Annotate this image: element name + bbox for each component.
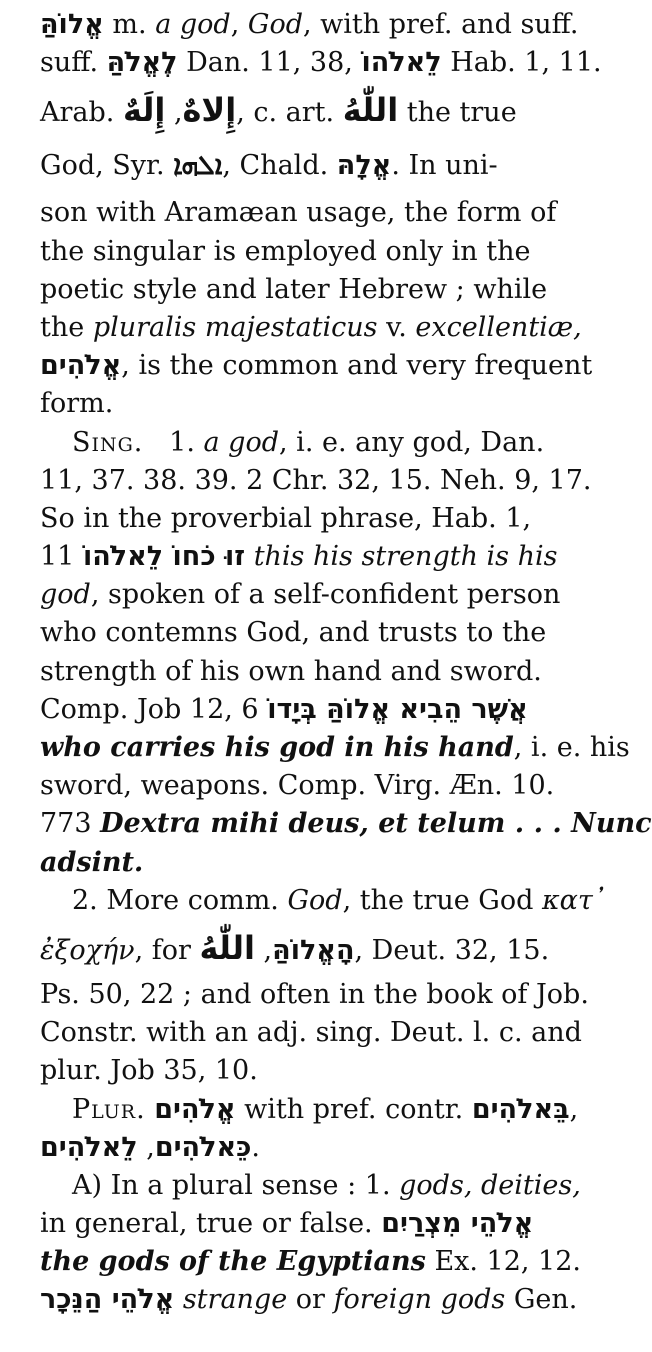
entry-line-3: Arab. إِلاهٌ, إِلَهٌ , c. art. اللّٰهُ the true <box>40 91 517 130</box>
pref-suff: with pref. and suff. <box>320 9 579 40</box>
text-line: poetic style and later Hebrew ; while <box>40 273 548 305</box>
text-line: son with Aramæan usage, the form of <box>40 197 557 229</box>
plur-label: Plur. <box>72 1093 146 1125</box>
text-line: plur. Job 35, 10. <box>40 1055 258 1087</box>
text-line: the pluralis majestaticus v. excellentiæ, <box>40 311 582 343</box>
hebrew-phrase: אֲשֶׁר הֵבִיא אֱלוֹהַּ בְּיָדוֹ <box>267 693 528 725</box>
text-line: אֱלֹהֵי הַנֵּכָר strange or foreign gods Gen. <box>40 1284 578 1316</box>
entry-line-1: אֱלוֹהַּ m. a god, God, with pref. and suff. <box>40 9 579 40</box>
chaldee-form: אֱלָהּ <box>336 150 392 182</box>
text-line: sword, weapons. Comp. Virg. Æn. 10. <box>40 770 555 802</box>
text-line: the gods of the Egyptians Ex. 12, 12. <box>40 1246 581 1278</box>
text-line: 11, 37. 38. 39. 2 Chr. 32, 15. Neh. 9, 17. <box>40 464 592 496</box>
c-art: , c. art. <box>236 97 335 129</box>
greek-phrase: κατ᾽ <box>541 884 607 916</box>
ref-hab: Hab. 1, 11. <box>450 47 602 79</box>
plural-sense-line-1: A) In a plural sense : 1. gods, deities, <box>72 1169 581 1201</box>
text-line: Comp. Job 12, 6 אֲשֶׁר הֵבִיא אֱלוֹהַּ בְּיָדוֹ <box>40 693 528 725</box>
text-line: who carries his god in his hand, i. e. his <box>40 732 630 763</box>
text-line: who contemns God, and trusts to the <box>40 617 547 649</box>
ref-dan: Dan. 11, 38, <box>186 47 353 79</box>
text-line: god, spoken of a self-confident person <box>40 579 561 611</box>
hebrew-phrase: אֱלֹהֵי מִצְרַיִם <box>381 1208 534 1240</box>
excellentiae: excellentiæ, <box>415 311 582 343</box>
arabic-form-2: إِلَهٌ <box>122 91 166 130</box>
elohim-form: אֱלֹהִים <box>154 1093 236 1125</box>
text-line: So in the proverbial phrase, Hab. 1, <box>40 502 532 534</box>
headword: אֱלוֹהַּ <box>40 9 104 40</box>
sing-label: Sing. <box>72 426 144 458</box>
hebrew-form: הָאֱלוֹהַּ <box>272 934 355 966</box>
sense-2-line-2: ἐξοχήν, for הָאֱלוֹהַּ, اللّٰهُ , Deut. 32, 15. <box>40 928 550 967</box>
text-line: strength of his own hand and sword. <box>40 655 542 687</box>
text-line: form. <box>40 388 114 420</box>
plur-line-2: כֵּאלֹהִים, לֵאלֹהִים . <box>40 1131 260 1163</box>
entry-line-2: suff. לֶאֱלֹהַּ Dan. 11, 38, לֵאלֹהוֹ Hab. 1, 11. <box>40 47 602 79</box>
text-line: אֱלֹהִים, is the common and very frequent <box>40 350 593 382</box>
text-line: 11 זוּ כֹחוֹ לֵאלֹהוֹ this his strength is his <box>40 541 558 573</box>
hebrew-form: לֵאלֹהִים <box>40 1131 138 1163</box>
a-god: a god <box>203 426 280 458</box>
text-line: Constr. with an adj. sing. Deut. l. c. and <box>40 1017 582 1049</box>
entry-line-4: God, Syr. ܐܠܗܐ, Chald. אֱלָהּ. In uni- <box>40 150 498 182</box>
text-line: Ps. 50, 22 ; and often in the book of Job. <box>40 978 589 1010</box>
pluralis-majestaticus: pluralis majestaticus <box>92 311 378 343</box>
arabic-form-1: إِلاهٌ <box>182 91 237 130</box>
hebrew-phrase: זוּ כֹחוֹ לֵאלֹהוֹ <box>82 541 246 573</box>
form-lo: לֵאלֹהוֹ <box>361 47 442 79</box>
hebrew-form: בֵּאלֹהִים <box>471 1093 570 1125</box>
text-line: 773 Dextra mihi deus, et telum . . . Nunc <box>40 808 652 840</box>
arab-label: Arab. <box>40 97 115 129</box>
sing-line-1: Sing. 1. a god, i. e. any god, Dan. <box>72 426 545 458</box>
syriac-form: ܐܠܗܐ <box>173 150 223 182</box>
elohim-form: אֱלֹהִים <box>40 350 122 382</box>
sense-2-line-1: 2. More comm. God, the true God κατ᾽ <box>72 884 607 916</box>
text-line: adsint. <box>40 846 144 878</box>
true-god-2: God, Syr. <box>40 150 165 182</box>
plur-line-1: Plur. אֱלֹהִים with pref. contr. בֵּאלֹהִים, <box>72 1093 579 1125</box>
arabic-allah: اللّٰهُ <box>199 928 255 967</box>
gram-label: m. <box>112 9 147 40</box>
chald-label: , Chald. <box>222 150 329 182</box>
text-line: in general, true or false. אֱלֹהֵי מִצְרַיִם <box>40 1208 534 1240</box>
greek-phrase: ἐξοχήν <box>40 934 135 966</box>
hebrew-phrase: אֱלֹהֵי הַנֵּכָר <box>40 1284 175 1316</box>
true-god-1: the true <box>406 97 517 129</box>
def-a-god: a god <box>155 9 231 40</box>
arabic-allah: اللّٰهُ <box>342 91 399 130</box>
form-le: לֶאֱלֹהַּ <box>106 47 178 79</box>
def-god: God <box>247 9 303 40</box>
hebrew-form: כֵּאלֹהִים <box>154 1131 252 1163</box>
text-line: the singular is employed only in the <box>40 235 531 267</box>
